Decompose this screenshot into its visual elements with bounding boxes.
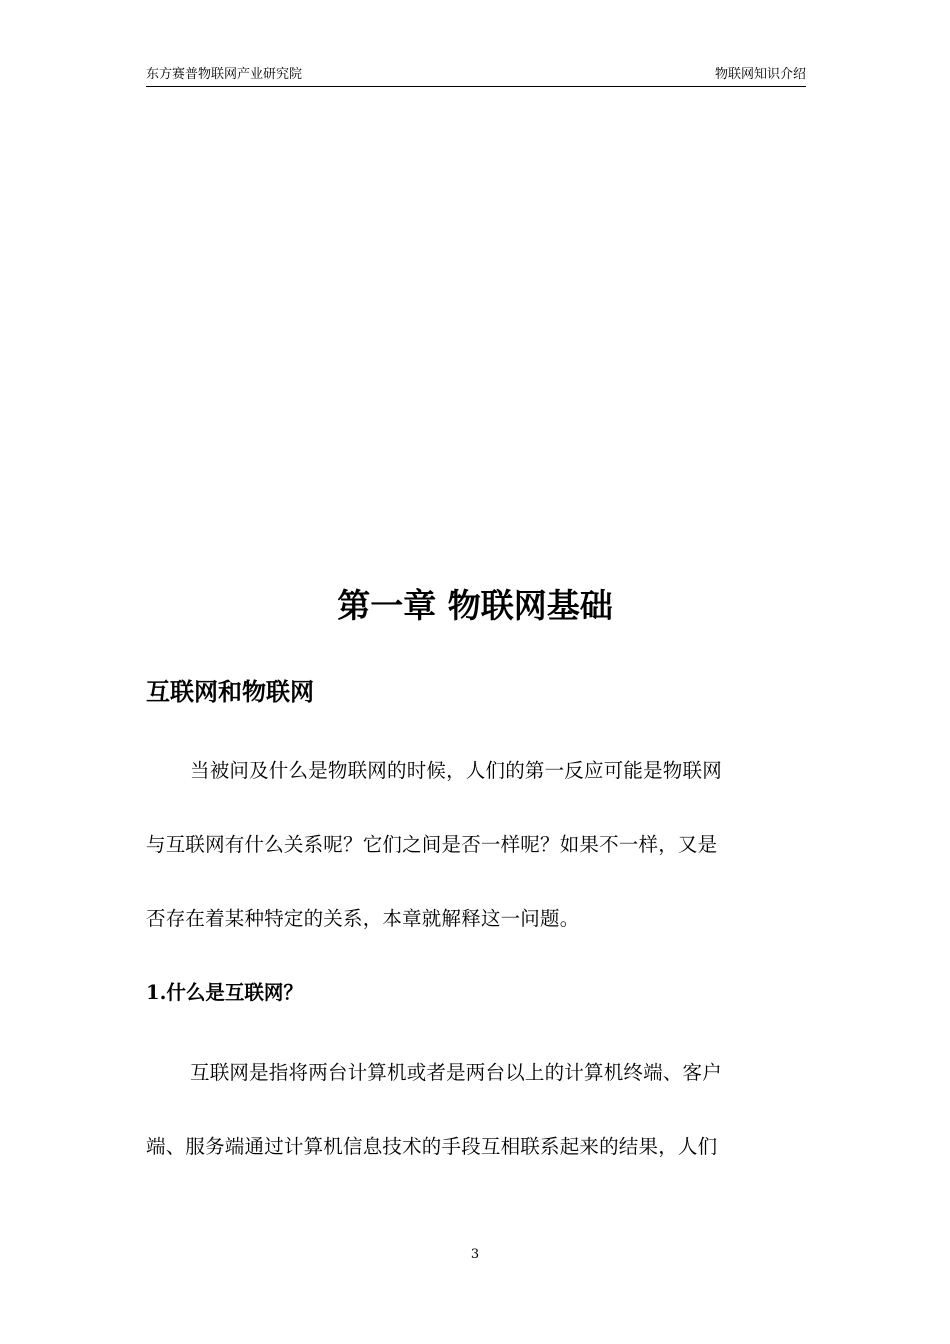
- paragraph-line: 否存在着某种特定的关系，本章就解释这一问题。: [146, 907, 580, 930]
- header-organization: 东方赛普物联网产业研究院: [146, 67, 303, 82]
- paragraph-line: 与互联网有什么关系呢？它们之间是否一样呢？如果不一样，又是: [146, 833, 718, 856]
- section-heading: 互联网和物联网: [146, 678, 314, 706]
- header-document-title: 物联网知识介绍: [714, 67, 806, 82]
- paragraph-line: 端、服务端通过计算机信息技术的手段互相联系起来的结果，人们: [146, 1135, 718, 1158]
- paragraph-line: 互联网是指将两台计算机或者是两台以上的计算机终端、客户: [190, 1061, 722, 1084]
- page-number: 3: [470, 1247, 480, 1262]
- paragraph-line: 当被问及什么是物联网的时候，人们的第一反应可能是物联网: [190, 759, 722, 782]
- page-header: [146, 64, 806, 87]
- sub-heading: 1.什么是互联网？: [146, 981, 303, 1004]
- chapter-title: 第一章 物联网基础: [337, 586, 613, 625]
